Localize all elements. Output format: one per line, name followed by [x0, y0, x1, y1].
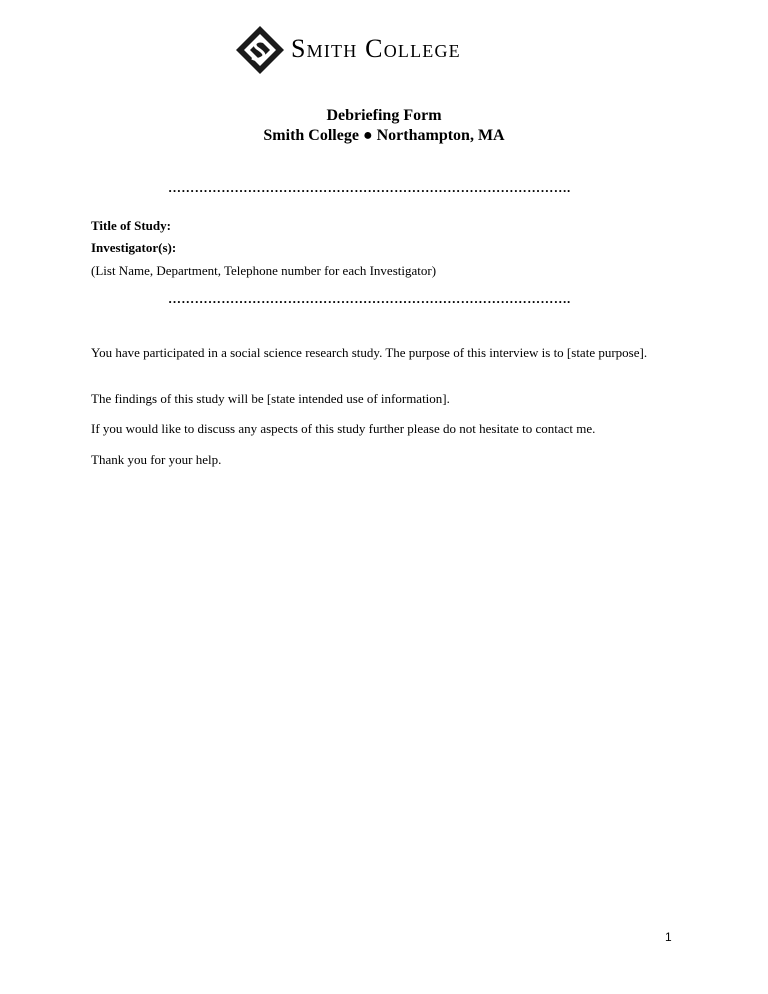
- smith-college-logo: [235, 25, 525, 75]
- institution-line: Smith College ● Northampton, MA: [263, 127, 505, 144]
- title-of-study-label: Title of Study:: [91, 218, 171, 233]
- dotted-separator-top: ……………………………………………………………………………….: [168, 180, 571, 195]
- form-heading: [0, 106, 768, 146]
- smith-college-emblem-icon: [235, 25, 285, 75]
- thanks-paragraph: Thank you for your help.: [91, 452, 222, 467]
- contact-paragraph: If you would like to discuss any aspects of this study further please do not hesitate to contact me.: [91, 421, 596, 436]
- investigator-instructions: (List Name, Department, Telephone number for each Investigator): [91, 263, 437, 278]
- purpose-paragraph: You have participated in a social science research study. The purpose of this interview is to [state purpose].: [91, 345, 648, 360]
- page-number: 1: [665, 930, 672, 944]
- form-title: Debriefing Form: [326, 107, 442, 124]
- findings-paragraph: The findings of this study will be [state intended use of information].: [91, 391, 450, 406]
- dotted-separator-bottom: ……………………………………………………………………………….: [168, 291, 571, 306]
- investigators-label: Investigator(s):: [91, 240, 177, 255]
- logo-wordmark: Smith College: [291, 34, 461, 63]
